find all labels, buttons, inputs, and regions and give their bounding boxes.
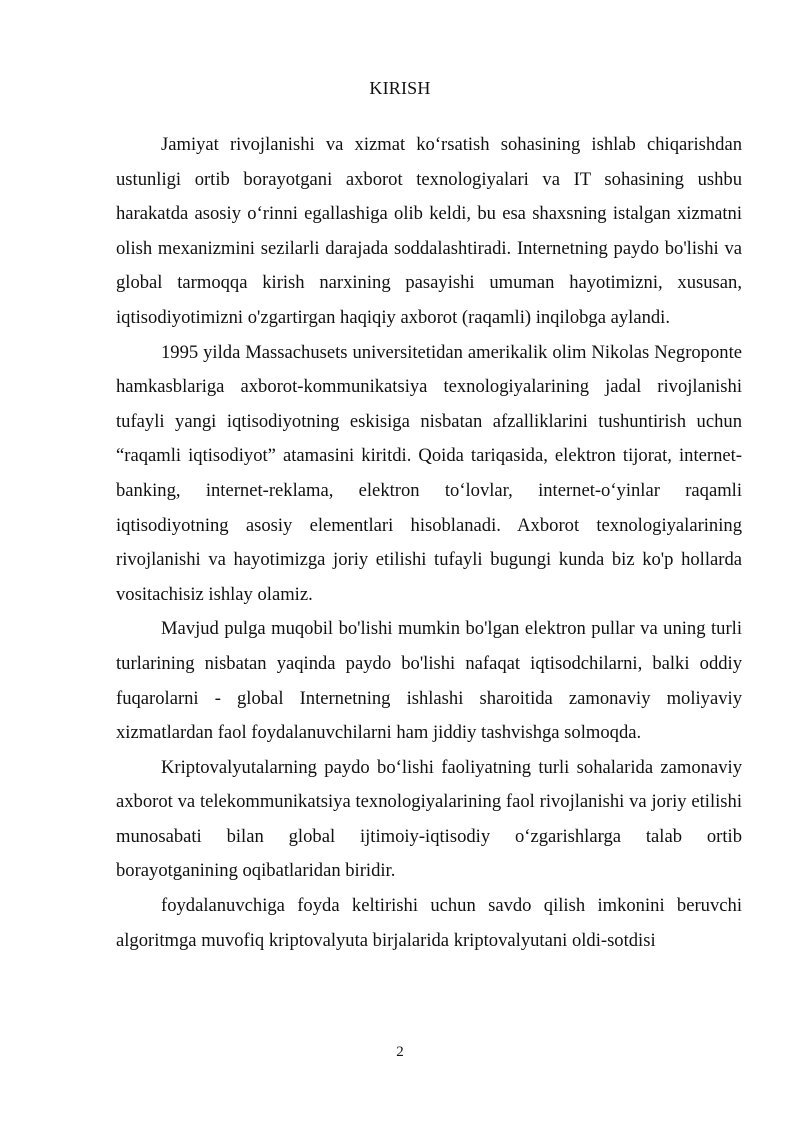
page-number: 2 (396, 1044, 404, 1060)
paragraph-5: foydalanuvchiga foyda keltirishi uchun savdo qilish imkonini beruvchi algoritmga muvofiq kriptovalyuta birjalarida kriptovalyutani oldi-sotdisi (116, 895, 742, 951)
body-text (116, 128, 742, 958)
paragraph-2: 1995 yilda Massachusets universitetidan amerikalik olim Nikolas Negroponte hamkasblariga axborot-kommunikatsiya texnologiyalarining jadal rivojlanishi tufayli yangi iqtisodiyotning eskisiga nisbatan afzalliklarini tushuntirish uchun “raqamli iqtisodiyot” atamasini kiritdi. Qoida tariqasida, elektron tijorat, internet-banking, internet-reklama, elektron to‘lovlar, internet-o‘yinlar raqamli iqtisodiyotning asosiy elementlari hisoblanadi. Axborot texnologiyalarining rivojlanishi va hayotimizga joriy etilishi tufayli bugungi kunda biz ko'p hollarda vositachisiz ishlay olamiz. (116, 341, 742, 605)
paragraph-1: Jamiyat rivojlanishi va xizmat ko‘rsatish sohasining ishlab chiqarishdan ustunligi ortib borayotgani axborot texnologiyalari va IT sohasining ushbu harakatda asosiy o‘rinni egallashiga olib keldi, bu esa shaxsning istalgan xizmatni olish mexanizmini sezilarli darajada soddalashtiradi. Internetning paydo bo'lishi va global tarmoqqa kirish narxining pasayishi umuman hayotimizni, xususan, iqtisodiyotimizni o'zgartirgan haqiqiy axborot (raqamli) inqilobga aylandi. (116, 134, 742, 328)
paragraph-3: Mavjud pulga muqobil bo'lishi mumkin bo'lgan elektron pullar va uning turli turlarining nisbatan yaqinda paydo bo'lishi nafaqat iqtisodchilarni, balki oddiy fuqarolarni - global Internetning ishlashi sharoitida zamonaviy moliyaviy xizmatlardan faol foydalanuvchilarni ham jiddiy tashvishga solmoqda. (116, 618, 742, 744)
paragraph-4: Kriptovalyutalarning paydo bo‘lishi faoliyatning turli sohalarida zamonaviy axborot va telekommunikatsiya texnologiyalarining faol rivojlanishi va joriy etilishi munosabati bilan global ijtimoiy-iqtisodiy o‘zgarishlarga talab ortib borayotganining oqibatlaridan biridir. (116, 756, 742, 882)
section-heading: KIRISH (369, 78, 431, 98)
